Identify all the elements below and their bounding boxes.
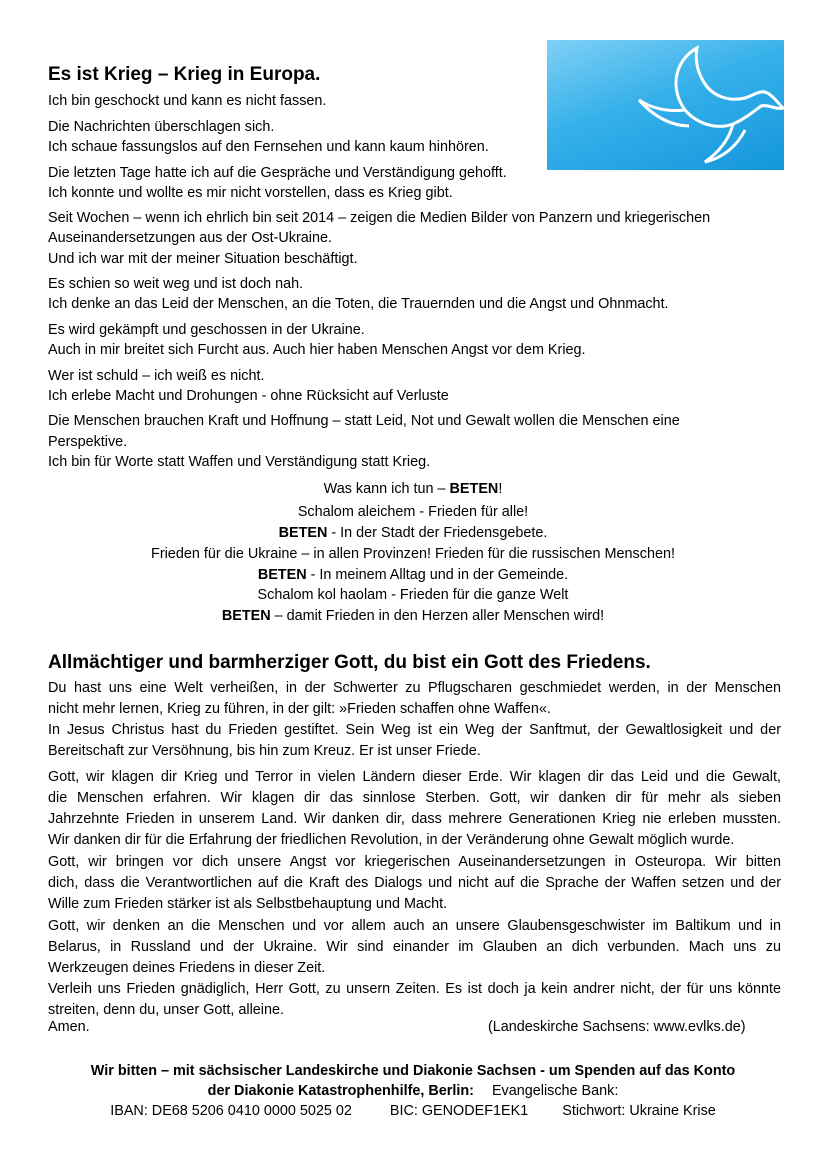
paragraph-line: Gott, wir bringen vor dich unsere Angst vor kriegerischen Auseinandersetzungen in Osteuropa. Wir bitten xyxy=(48,854,781,870)
amen: Amen. xyxy=(48,1019,90,1035)
paragraph-line: In Jesus Christus hast du Frieden gestiftet. Sein Weg ist ein Weg der Sanftmut, der Gewaltlosigkeit und der xyxy=(48,722,781,738)
prayer-line-text: – damit Frieden in den Herzen aller Menschen wird! xyxy=(270,608,605,624)
text-line: Und ich war mit der meiner Situation beschäftigt. xyxy=(48,251,358,267)
paragraph-line: Bereitschaft zur Versöhnung, bis hin zum Kreuz. Er ist unser Friede. xyxy=(48,743,481,759)
paragraph-line: die Menschen erfahren. Wir klagen dir das sinnlose Sterben. Gott, wir danken dir für mehr als sieben xyxy=(48,790,781,806)
bank-details xyxy=(0,1101,826,1121)
text-line: Auch in mir breitet sich Furcht aus. Auch hier haben Menschen Angst vor dem Krieg. xyxy=(48,342,586,358)
text-line: Die letzten Tage hatte ich auf die Gespräche und Verständigung gehofft. xyxy=(48,165,507,181)
recipient-name: der Diakonie Katastrophenhilfe, Berlin: xyxy=(207,1083,474,1099)
prayer-paragraph-4 xyxy=(48,916,781,1021)
text-line: Es wird gekämpft und geschossen in der Ukraine. xyxy=(48,322,365,338)
text-line: Ich erlebe Macht und Drohungen - ohne Rücksicht auf Verluste xyxy=(48,388,449,404)
beten-word: BETEN xyxy=(278,525,328,541)
beten-word: BETEN xyxy=(257,567,307,583)
prayer-line xyxy=(0,523,826,543)
heading-prayer: Allmächtiger und barmherziger Gott, du bist ein Gott des Friedens. xyxy=(48,652,651,673)
paragraph-line: streiten, denn du, unser Gott, alleine. xyxy=(48,1002,284,1018)
prayer-question-text: Was kann ich tun – xyxy=(323,481,450,497)
prayer-line-text: - In der Stadt der Friedensgebete. xyxy=(327,525,548,541)
paragraph-line: Jahrzehnte Frieden in unserem Land. Wir danken dir, dass mehrere Generationen Krieg nie erleben mussten. xyxy=(48,811,781,827)
dove-icon xyxy=(547,40,784,170)
prayer-paragraph-3 xyxy=(48,852,781,915)
prayer-line-text: - In meinem Alltag und in der Gemeinde. xyxy=(306,567,569,583)
paragraph-line: Verleih uns Frieden gnädiglich, Herr Gott, zu unsern Zeiten. Es ist doch ja kein andrer nicht, der für uns könnte xyxy=(48,981,781,997)
beten-word: BETEN xyxy=(449,481,499,497)
paragraph-line: Gott, wir denken an die Menschen und vor allem auch an unsere Glaubensgeschwister im Baltikum und in xyxy=(48,918,781,934)
donation-appeal: Wir bitten – mit sächsischer Landeskirche und Diakonie Sachsen - um Spenden auf das Konto xyxy=(90,1063,736,1079)
bank-name: Evangelische Bank: xyxy=(491,1083,619,1099)
prayer-question-suffix: ! xyxy=(498,481,503,497)
text-line: Ich bin geschockt und kann es nicht fassen. xyxy=(48,93,327,109)
prayer-line xyxy=(0,565,826,585)
paragraph-line: Gott, wir klagen dir Krieg und Terror in vielen Ländern dieser Erde. Wir klagen dir das Leid und die Gewalt, xyxy=(48,769,781,785)
paragraph-line: Wir danken dir für die Erfahrung der friedlichen Revolution, in der Veränderung ohne Gewalt möglich wurde. xyxy=(48,832,735,848)
prayer-line xyxy=(0,606,826,626)
paragraph-line: dich, dass die Verantwortlichen auf die Kraft des Dialogs und nicht auf die Sprache der Waffen setzen und der xyxy=(48,875,781,891)
paragraph-line: nicht mehr lernen, Krieg zu führen, in der gilt: »Frieden schaffen ohne Waffen«. xyxy=(48,701,551,717)
beten-word: BETEN xyxy=(221,608,271,624)
text-line: Die Nachrichten überschlagen sich. xyxy=(48,119,275,135)
text-line: Ich schaue fassungslos auf den Fernsehen und kann kaum hinhören. xyxy=(48,139,489,155)
keyword: Stichwort: Ukraine Krise xyxy=(562,1103,716,1119)
bic: BIC: GENODEF1EK1 xyxy=(389,1103,529,1119)
prayer-line: Frieden für die Ukraine – in allen Provinzen! Frieden für die russischen Menschen! xyxy=(151,546,675,562)
dove-image xyxy=(547,40,784,170)
prayer-question xyxy=(0,479,826,499)
paragraph-line: Werkzeugen deines Friedens in dieser Zeit. xyxy=(48,960,326,976)
text-line: Ich denke an das Leid der Menschen, an die Toten, die Trauernden und die Angst und Ohnmacht. xyxy=(48,296,669,312)
text-line: Es schien so weit weg und ist doch nah. xyxy=(48,276,304,292)
prayer-line: Schalom kol haolam - Frieden für die ganze Welt xyxy=(257,587,569,603)
text-line: Seit Wochen – wenn ich ehrlich bin seit 2014 – zeigen die Medien Bilder von Panzern und kriegerischen xyxy=(48,210,711,226)
source-citation: (Landeskirche Sachsens: www.evlks.de) xyxy=(488,1019,746,1035)
prayer-paragraph-2 xyxy=(48,767,781,851)
prayer-paragraph-1 xyxy=(48,678,781,762)
text-line: Wer ist schuld – ich weiß es nicht. xyxy=(48,368,265,384)
heading-war: Es ist Krieg – Krieg in Europa. xyxy=(48,64,321,85)
paragraph-line: Belarus, in Russland und der Ukraine. Wir sind einander im Glauben an dich verbunden. Mach uns zu xyxy=(48,939,781,955)
prayer-line: Schalom aleichem - Frieden für alle! xyxy=(297,504,529,520)
iban: IBAN: DE68 5206 0410 0000 5025 02 xyxy=(110,1103,352,1119)
donation-account xyxy=(0,1081,826,1101)
paragraph-line: Du hast uns eine Welt verheißen, in der Schwerter zu Pflugscharen geschmiedet werden, in der Menschen xyxy=(48,680,781,696)
text-line: Perspektive. xyxy=(48,434,128,450)
text-line: Die Menschen brauchen Kraft und Hoffnung – statt Leid, Not und Gewalt wollen die Menschen eine xyxy=(48,413,680,429)
text-line: Ich konnte und wollte es mir nicht vorstellen, dass es Krieg gibt. xyxy=(48,185,453,201)
text-line: Auseinandersetzungen aus der Ost-Ukraine. xyxy=(48,230,332,246)
text-line: Ich bin für Worte statt Waffen und Verständigung statt Krieg. xyxy=(48,454,431,470)
paragraph-line: Wille zum Frieden stärker ist als Selbstbehauptung und Macht. xyxy=(48,896,448,912)
